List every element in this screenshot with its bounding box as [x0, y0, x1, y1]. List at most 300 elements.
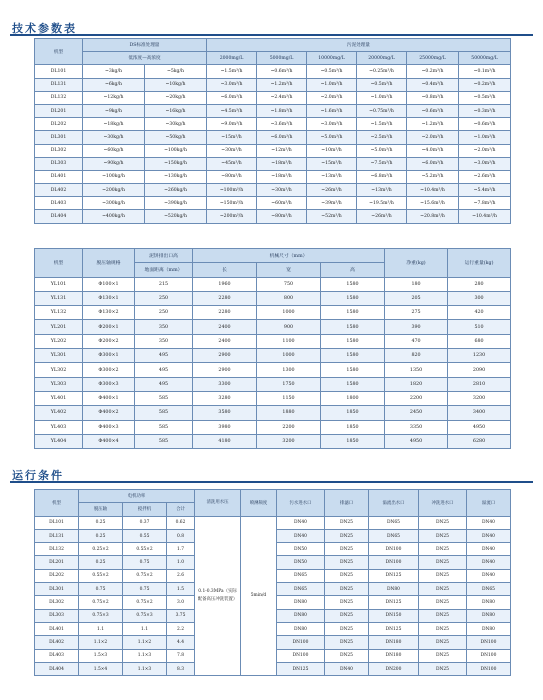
- value-cell: 585: [135, 420, 193, 434]
- value-cell: ~0.5m³/h: [307, 65, 357, 78]
- value-cell: 585: [135, 434, 193, 448]
- col-outlet-sub-header: 地面距离（mm）: [135, 263, 193, 277]
- value-cell: 2810: [448, 377, 511, 391]
- value-cell: ~30kg/h: [145, 118, 207, 131]
- model-cell: DL403: [35, 197, 83, 210]
- value-cell: Φ200×2: [83, 334, 135, 348]
- value-cell: 1880: [257, 406, 321, 420]
- value-cell: 0.75: [123, 583, 167, 596]
- value-cell: ~10.4m³/h: [459, 210, 511, 223]
- model-cell: YL202: [35, 334, 83, 348]
- table-row: [35, 170, 511, 183]
- col-sludge-header: 污泥处理量: [207, 39, 511, 52]
- value-cell: 585: [135, 391, 193, 405]
- value-cell: 1580: [321, 349, 385, 363]
- value-cell: ~100kg/h: [83, 170, 145, 183]
- value-cell: 300: [448, 291, 511, 305]
- value-cell: ~5.0m³/h: [357, 144, 407, 157]
- value-cell: ~3.6m³/h: [257, 118, 307, 131]
- value-cell: DN25: [325, 636, 369, 649]
- value-cell: ~10.4m³/h: [407, 184, 459, 197]
- value-cell: 495: [135, 377, 193, 391]
- model-cell: DL401: [35, 170, 83, 183]
- value-cell: DN25: [419, 529, 467, 542]
- table-row: [35, 306, 511, 320]
- model-cell: DL301: [35, 583, 79, 596]
- value-cell: ~390kg/h: [145, 197, 207, 210]
- value-cell: 1580: [321, 363, 385, 377]
- value-cell: 2400: [193, 320, 257, 334]
- model-cell: DL301: [35, 131, 83, 144]
- value-cell: DN25: [419, 596, 467, 609]
- model-cell: DL404: [35, 662, 79, 675]
- value-cell: 3200: [257, 434, 321, 448]
- value-cell: DN80: [467, 609, 511, 622]
- col-power-header: 电机功率: [79, 490, 195, 503]
- value-cell: ~100kg/h: [145, 144, 207, 157]
- value-cell: DN40: [467, 516, 511, 529]
- value-cell: ~1.2m³/h: [407, 118, 459, 131]
- col-outlet-header: 泥饼排出口高: [135, 249, 193, 263]
- value-cell: ~1.0m³/h: [459, 131, 511, 144]
- model-cell: DL403: [35, 649, 79, 662]
- value-cell: ~6kg/h: [83, 78, 145, 91]
- value-cell: DN40: [467, 543, 511, 556]
- col-conc-header: 2000mg/L: [207, 52, 257, 65]
- value-cell: DN65: [277, 569, 325, 582]
- value-cell: 1850: [321, 420, 385, 434]
- value-cell: ~3.0m³/h: [459, 157, 511, 170]
- value-cell: 350: [135, 320, 193, 334]
- value-cell: 1750: [257, 377, 321, 391]
- value-cell: 3300: [193, 377, 257, 391]
- value-cell: DN25: [325, 583, 369, 596]
- value-cell: Φ300×1: [83, 349, 135, 363]
- value-cell: ~1.5m³/h: [357, 118, 407, 131]
- value-cell: 0.75×3: [123, 609, 167, 622]
- col-model-header: 机型: [35, 249, 83, 278]
- table-row: [35, 197, 511, 210]
- value-cell: 1.5: [167, 583, 195, 596]
- model-cell: DL303: [35, 157, 83, 170]
- table-row: [35, 434, 511, 448]
- col-conc-header: 50000mg/L: [459, 52, 511, 65]
- value-cell: Φ400×1: [83, 391, 135, 405]
- section-divider: [10, 481, 533, 483]
- col-conc-header: 20000mg/L: [357, 52, 407, 65]
- value-cell: 2200: [257, 420, 321, 434]
- value-cell: Φ130×1: [83, 291, 135, 305]
- value-cell: ~6.0m³/h: [257, 131, 307, 144]
- value-cell: DN65: [277, 583, 325, 596]
- value-cell: ~15m³/h: [207, 131, 257, 144]
- value-cell: ~1.0m³/h: [357, 91, 407, 104]
- value-cell: 0.55: [123, 529, 167, 542]
- value-cell: 6280: [448, 434, 511, 448]
- value-cell: 750: [257, 277, 321, 291]
- value-cell: 7.8: [167, 649, 195, 662]
- value-cell: ~5.2m³/h: [407, 170, 459, 183]
- value-cell: 3980: [193, 420, 257, 434]
- model-cell: YL303: [35, 377, 83, 391]
- value-cell: ~0.5m³/h: [357, 78, 407, 91]
- value-cell: ~3.0m³/h: [307, 118, 357, 131]
- value-cell: 1.7: [167, 543, 195, 556]
- model-cell: DL132: [35, 91, 83, 104]
- table-row: [35, 210, 511, 223]
- value-cell: ~0.75m³/h: [357, 104, 407, 117]
- col-drain-header: 溢流口: [467, 490, 511, 517]
- value-cell: DN50: [277, 543, 325, 556]
- value-cell: ~13m³/h: [357, 184, 407, 197]
- value-cell: 1580: [321, 306, 385, 320]
- value-cell: 0.75×2: [123, 569, 167, 582]
- value-cell: 4950: [385, 434, 448, 448]
- value-cell: DN80: [277, 622, 325, 635]
- value-cell: ~2.0m³/h: [459, 144, 511, 157]
- value-cell: 1580: [321, 334, 385, 348]
- value-cell: ~300kg/h: [83, 197, 145, 210]
- table-row: [35, 291, 511, 305]
- value-cell: 1580: [321, 291, 385, 305]
- value-cell: 0.75×3: [79, 609, 123, 622]
- value-cell: ~45m³/h: [207, 157, 257, 170]
- wash-pressure-cell: 0.1-0.3MPa（实际配备高压冲洗装置）: [195, 516, 241, 676]
- table-row: [35, 65, 511, 78]
- value-cell: ~15m³/h: [307, 157, 357, 170]
- table-row: [35, 104, 511, 117]
- model-cell: DL132: [35, 543, 79, 556]
- value-cell: ~4.0m³/h: [407, 144, 459, 157]
- model-cell: DL101: [35, 516, 79, 529]
- value-cell: ~0.6m³/h: [459, 118, 511, 131]
- value-cell: ~39m³/h: [307, 197, 357, 210]
- col-net-weight-header: 净重(kg): [385, 249, 448, 278]
- table-row: [35, 420, 511, 434]
- col-sludge-inlet-header: 污水进水口: [277, 490, 325, 517]
- value-cell: 2280: [193, 306, 257, 320]
- value-cell: ~60kg/h: [83, 144, 145, 157]
- value-cell: 1300: [257, 363, 321, 377]
- value-cell: 4.4: [167, 636, 195, 649]
- model-cell: YL403: [35, 420, 83, 434]
- model-cell: YL132: [35, 306, 83, 320]
- value-cell: Φ400×4: [83, 434, 135, 448]
- value-cell: ~20kg/h: [145, 91, 207, 104]
- value-cell: DN25: [419, 622, 467, 635]
- value-cell: 180: [385, 277, 448, 291]
- value-cell: 800: [257, 291, 321, 305]
- col-run-weight-header: 运行重量(kg): [448, 249, 511, 278]
- value-cell: ~2.0m³/h: [307, 91, 357, 104]
- value-cell: 4950: [448, 420, 511, 434]
- col-width-header: 宽: [257, 263, 321, 277]
- table-row: [35, 334, 511, 348]
- value-cell: DN40: [325, 662, 369, 675]
- model-cell: DL131: [35, 529, 79, 542]
- value-cell: 1150: [257, 391, 321, 405]
- specs-table: [34, 38, 511, 224]
- value-cell: DN80: [467, 596, 511, 609]
- value-cell: 2.2: [167, 622, 195, 635]
- value-cell: 3400: [448, 406, 511, 420]
- value-cell: 0.75: [79, 583, 123, 596]
- value-cell: 510: [448, 320, 511, 334]
- value-cell: DN100: [369, 556, 419, 569]
- col-length-header: 长: [193, 263, 257, 277]
- value-cell: ~26m³/h: [307, 184, 357, 197]
- model-cell: YL301: [35, 349, 83, 363]
- value-cell: DN80: [277, 609, 325, 622]
- value-cell: DN200: [369, 662, 419, 675]
- value-cell: Φ400×2: [83, 406, 135, 420]
- col-freq-header: 喷淋频度: [241, 490, 277, 517]
- value-cell: ~5kg/h: [145, 65, 207, 78]
- value-cell: 4180: [193, 434, 257, 448]
- value-cell: ~20.8m³/h: [407, 210, 459, 223]
- model-cell: YL401: [35, 391, 83, 405]
- value-cell: ~18kg/h: [83, 118, 145, 131]
- value-cell: DN125: [369, 622, 419, 635]
- table-row: [35, 363, 511, 377]
- value-cell: 1100: [257, 334, 321, 348]
- value-cell: 0.37: [123, 516, 167, 529]
- value-cell: DN80: [369, 583, 419, 596]
- value-cell: 0.25: [79, 529, 123, 542]
- col-ds-sub-header: 低浓度—高浓度: [83, 52, 207, 65]
- table-row: [35, 277, 511, 291]
- col-model-header: 机型: [35, 39, 83, 65]
- value-cell: 3200: [448, 391, 511, 405]
- value-cell: ~80m³/h: [207, 170, 257, 183]
- value-cell: ~0.8m³/h: [407, 91, 459, 104]
- value-cell: ~0.2m³/h: [459, 78, 511, 91]
- value-cell: DN25: [325, 649, 369, 662]
- table-row: [35, 516, 511, 529]
- value-cell: ~7.5m³/h: [357, 157, 407, 170]
- value-cell: 3.75: [167, 609, 195, 622]
- value-cell: DN25: [325, 622, 369, 635]
- value-cell: ~12m³/h: [257, 144, 307, 157]
- value-cell: 1820: [385, 377, 448, 391]
- value-cell: DN80: [277, 596, 325, 609]
- model-cell: DL201: [35, 104, 83, 117]
- model-cell: YL302: [35, 363, 83, 377]
- value-cell: 0.8: [167, 529, 195, 542]
- value-cell: ~6.8m³/h: [357, 170, 407, 183]
- value-cell: Φ100×1: [83, 277, 135, 291]
- table-row: [35, 320, 511, 334]
- value-cell: DN25: [419, 543, 467, 556]
- value-cell: ~18m³/h: [257, 157, 307, 170]
- value-cell: 1.1×2: [79, 636, 123, 649]
- value-cell: 215: [135, 277, 193, 291]
- col-ds-header: DS标准处理量: [83, 39, 207, 52]
- value-cell: ~7.8m³/h: [459, 197, 511, 210]
- section-title-specs: 技术参数表: [12, 22, 77, 35]
- col-wash-header: 清洗用水压: [195, 490, 241, 517]
- value-cell: Φ400×3: [83, 420, 135, 434]
- value-cell: DN50: [277, 556, 325, 569]
- value-cell: 1.1: [79, 622, 123, 635]
- value-cell: DN25: [325, 516, 369, 529]
- value-cell: 420: [448, 306, 511, 320]
- value-cell: ~1.6m³/h: [307, 104, 357, 117]
- value-cell: 0.55×2: [79, 569, 123, 582]
- col-wash-inlet-header: 冲洗进水口: [419, 490, 467, 517]
- model-cell: DL402: [35, 636, 79, 649]
- value-cell: ~26m³/h: [357, 210, 407, 223]
- value-cell: DN150: [369, 609, 419, 622]
- value-cell: ~0.2m³/h: [407, 65, 459, 78]
- model-cell: DL302: [35, 144, 83, 157]
- value-cell: DN65: [467, 583, 511, 596]
- value-cell: 680: [448, 334, 511, 348]
- value-cell: ~2.0m³/h: [407, 131, 459, 144]
- value-cell: DN25: [419, 583, 467, 596]
- value-cell: ~13m³/h: [307, 170, 357, 183]
- value-cell: ~30m³/h: [257, 184, 307, 197]
- value-cell: 250: [135, 291, 193, 305]
- value-cell: ~10m³/h: [307, 144, 357, 157]
- value-cell: Φ300×3: [83, 377, 135, 391]
- model-cell: DL303: [35, 609, 79, 622]
- value-cell: 350: [135, 334, 193, 348]
- value-cell: DN25: [419, 516, 467, 529]
- model-cell: DL101: [35, 65, 83, 78]
- value-cell: 2280: [193, 291, 257, 305]
- col-overflow-header: 溢流出水口: [369, 490, 419, 517]
- value-cell: 585: [135, 406, 193, 420]
- value-cell: Φ130×2: [83, 306, 135, 320]
- value-cell: 1.5×3: [79, 649, 123, 662]
- col-conc-header: 10000mg/L: [307, 52, 357, 65]
- value-cell: ~9kg/h: [83, 104, 145, 117]
- model-cell: DL202: [35, 569, 79, 582]
- col-power-shaft-header: 脱压轴: [79, 503, 123, 516]
- value-cell: 3.0: [167, 596, 195, 609]
- value-cell: ~6.0m³/h: [207, 91, 257, 104]
- model-cell: YL101: [35, 277, 83, 291]
- col-spec-header: 脱压轴规格: [83, 249, 135, 278]
- value-cell: 0.55×2: [123, 543, 167, 556]
- value-cell: 1.0: [167, 556, 195, 569]
- value-cell: 275: [385, 306, 448, 320]
- table-row: [35, 78, 511, 91]
- value-cell: DN125: [369, 596, 419, 609]
- value-cell: ~52m³/h: [307, 210, 357, 223]
- value-cell: ~3kg/h: [83, 65, 145, 78]
- model-cell: DL131: [35, 78, 83, 91]
- table-row: [35, 391, 511, 405]
- table-row: [35, 131, 511, 144]
- value-cell: 1350: [385, 363, 448, 377]
- value-cell: DN100: [467, 636, 511, 649]
- model-cell: DL401: [35, 622, 79, 635]
- value-cell: 1000: [257, 306, 321, 320]
- value-cell: 1580: [321, 377, 385, 391]
- model-cell: DL404: [35, 210, 83, 223]
- value-cell: DN40: [467, 569, 511, 582]
- value-cell: 0.75: [123, 556, 167, 569]
- value-cell: ~16kg/h: [145, 104, 207, 117]
- value-cell: 0.75×2: [123, 596, 167, 609]
- value-cell: ~200m³/h: [207, 210, 257, 223]
- model-cell: YL404: [35, 434, 83, 448]
- value-cell: DN125: [369, 569, 419, 582]
- value-cell: ~18m³/h: [257, 170, 307, 183]
- wash-frequency-cell: 5min/d: [241, 516, 277, 676]
- model-cell: YL131: [35, 291, 83, 305]
- value-cell: 2900: [193, 363, 257, 377]
- value-cell: ~3.0m³/h: [207, 78, 257, 91]
- section-title-operating: 运行条件: [12, 469, 64, 482]
- model-cell: DL201: [35, 556, 79, 569]
- value-cell: ~19.5m³/h: [357, 197, 407, 210]
- value-cell: 2900: [193, 349, 257, 363]
- model-cell: YL402: [35, 406, 83, 420]
- value-cell: DN65: [369, 516, 419, 529]
- value-cell: ~150kg/h: [145, 157, 207, 170]
- table-row: [35, 349, 511, 363]
- value-cell: ~60m³/h: [257, 197, 307, 210]
- value-cell: ~1.0m³/h: [307, 78, 357, 91]
- value-cell: 390: [385, 320, 448, 334]
- value-cell: ~1.2m³/h: [257, 78, 307, 91]
- value-cell: 1800: [321, 391, 385, 405]
- operating-table: [34, 489, 511, 676]
- value-cell: ~15.6m³/h: [407, 197, 459, 210]
- value-cell: DN25: [419, 662, 467, 675]
- value-cell: ~30m³/h: [207, 144, 257, 157]
- value-cell: DN40: [467, 556, 511, 569]
- value-cell: ~90kg/h: [83, 157, 145, 170]
- value-cell: ~12kg/h: [83, 91, 145, 104]
- value-cell: DN25: [419, 556, 467, 569]
- value-cell: DN25: [325, 596, 369, 609]
- value-cell: ~0.6m³/h: [257, 65, 307, 78]
- value-cell: 495: [135, 363, 193, 377]
- value-cell: 0.25×2: [79, 543, 123, 556]
- value-cell: 0.62: [167, 516, 195, 529]
- value-cell: 1.5×4: [79, 662, 123, 675]
- value-cell: ~150m³/h: [207, 197, 257, 210]
- table-row: [35, 91, 511, 104]
- table-row: [35, 377, 511, 391]
- value-cell: DN25: [419, 569, 467, 582]
- table-row: [35, 118, 511, 131]
- value-cell: DN80: [467, 622, 511, 635]
- value-cell: 2200: [385, 391, 448, 405]
- value-cell: DN25: [325, 556, 369, 569]
- col-dims-header: 机械尺寸（mm）: [193, 249, 385, 263]
- value-cell: ~0.5m³/h: [459, 91, 511, 104]
- value-cell: 470: [385, 334, 448, 348]
- value-cell: Φ300×2: [83, 363, 135, 377]
- table-row: [35, 184, 511, 197]
- table-row: [35, 157, 511, 170]
- value-cell: 0.75×2: [79, 596, 123, 609]
- value-cell: ~4.5m³/h: [207, 104, 257, 117]
- value-cell: 495: [135, 349, 193, 363]
- value-cell: DN40: [277, 529, 325, 542]
- value-cell: ~0.3m³/h: [459, 104, 511, 117]
- value-cell: ~130kg/h: [145, 170, 207, 183]
- col-power-mixer-header: 搅拌机: [123, 503, 167, 516]
- value-cell: 1230: [448, 349, 511, 363]
- col-filtrate-header: 排滤口: [325, 490, 369, 517]
- value-cell: 1000: [257, 349, 321, 363]
